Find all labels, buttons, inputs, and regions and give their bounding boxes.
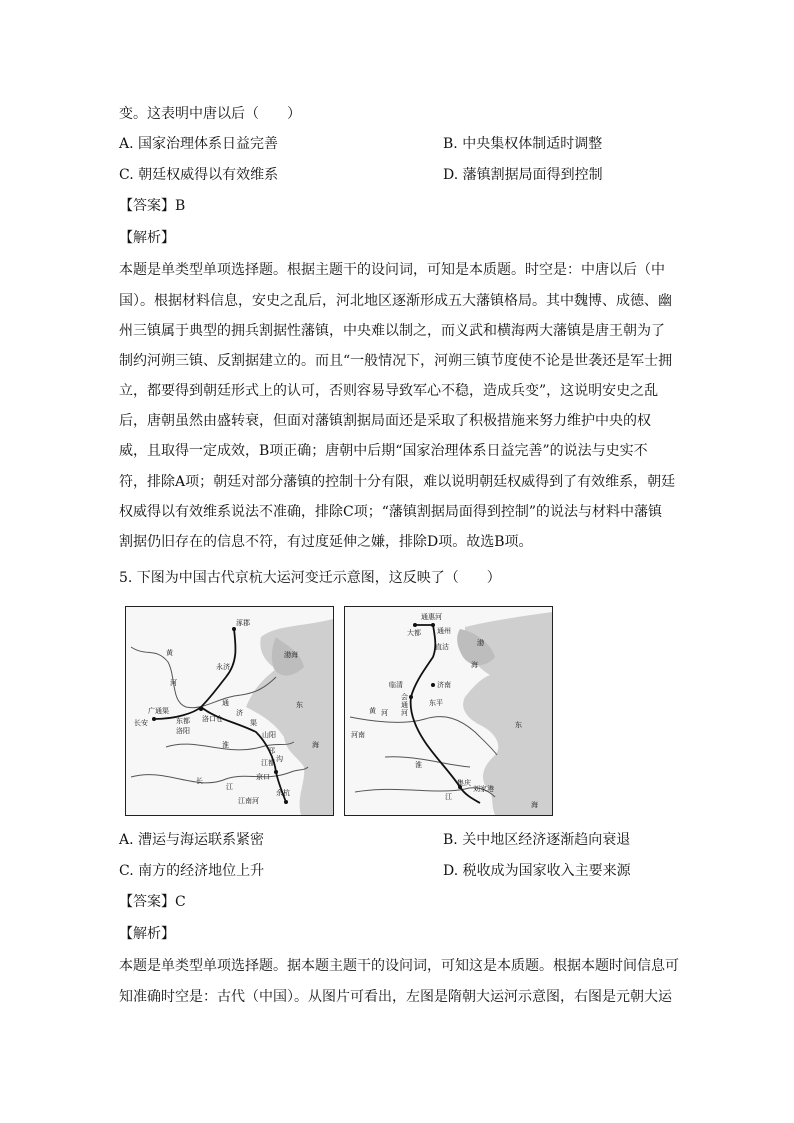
map-label: 江	[226, 783, 233, 791]
q5-analysis-line: 本题是单类型单项选择题。据本题主题干的设问词，可知这是本质题。根据本题时间信息可	[119, 958, 679, 974]
q4-analysis-line: 符，排除A项；朝廷对部分藩镇的控制十分有限，难以说明朝廷权威得到了有效维系，朝廷	[119, 474, 676, 490]
map-label: 江南	[238, 797, 252, 805]
option-letter: D.	[443, 863, 459, 879]
option-text: 南方的经济地位上升	[138, 863, 265, 879]
q4-analysis-line: 后，唐朝虽然由盛转衰，但面对藩镇割据局面还是采取了积极措施来努力维护中央的权	[119, 413, 651, 429]
option-text: 税收成为国家收入主要来源	[462, 863, 631, 879]
q5-option-b[interactable]	[443, 830, 630, 850]
map-label: 集庆	[457, 779, 471, 787]
option-text: 漕运与海运联系紧密	[138, 832, 265, 848]
q4-option-c[interactable]	[119, 165, 278, 185]
option-letter: A.	[119, 136, 134, 152]
map-label: 山阳	[262, 731, 276, 739]
q5-analysis-heading: 【解析】	[119, 926, 175, 942]
yellow-river	[350, 717, 497, 755]
map-label: 邗	[268, 747, 275, 755]
map-label: 济南	[437, 681, 451, 689]
q4-stem-tail: 变。这表明中唐以后（ ）	[119, 106, 301, 122]
map-label: 河	[401, 709, 408, 717]
map-label: 洛口仓	[202, 715, 223, 723]
map-label: 长安	[134, 719, 148, 727]
map-label: 东	[515, 721, 522, 729]
q5-option-d[interactable]	[443, 861, 631, 881]
map-label: 渠	[250, 719, 257, 727]
option-text: 朝廷权威得以有效维系	[138, 167, 279, 183]
map-label: 通州	[437, 627, 451, 635]
map-label: 渤海	[284, 651, 298, 659]
map-label: 江	[445, 793, 452, 801]
option-letter: A.	[119, 832, 134, 848]
map-label: 通	[401, 701, 408, 709]
q4-option-b[interactable]	[443, 134, 602, 154]
option-letter: B.	[443, 136, 458, 152]
q4-analysis-line: 国）。根据材料信息，安史之乱后，河北地区逐渐形成五大藩镇格局。其中魏博、成德、幽	[119, 293, 672, 309]
option-letter: C.	[119, 863, 134, 879]
option-letter: C.	[119, 167, 134, 183]
map-label: 海	[312, 741, 319, 749]
q4-answer: 【答案】B	[119, 198, 186, 214]
option-text: 中央集权体制适时调整	[462, 136, 603, 152]
map-label: 沟	[276, 755, 283, 763]
q5-option-c[interactable]	[119, 861, 264, 881]
map-label: 直沽	[435, 643, 449, 651]
option-text: 关中地区经济逐渐趋向衰退	[462, 832, 631, 848]
map-label: 通惠河	[421, 613, 442, 621]
q4-analysis-line: 立，都要得到朝廷形式上的认可，否则容易导致军心不稳，造成兵变”，这说明安史之乱	[119, 383, 659, 399]
map-label: 济	[236, 709, 243, 717]
map-label: 长	[196, 777, 203, 785]
option-text: 藩镇割据局面得到控制	[462, 167, 603, 183]
q4-analysis-line: 割据仍旧存在的信息不符，有过度延伸之嫌，排除D项。故选B项。	[119, 534, 533, 550]
map-label: 河	[381, 709, 388, 717]
yuan-canal-map	[344, 606, 553, 816]
q4-analysis-line: 威，且取得一定成效，B项正确；唐朝中后期“国家治理体系日益完善”的说法与史实不	[119, 443, 648, 459]
option-text: 国家治理体系日益完善	[138, 136, 279, 152]
q5-option-a[interactable]	[119, 830, 264, 850]
q5-answer: 【答案】C	[119, 894, 186, 910]
map-label: 洛阳	[176, 727, 190, 735]
map-label: 河南	[351, 731, 365, 739]
map-label: 东	[296, 701, 303, 709]
map-label: 海	[531, 801, 538, 809]
sui-canal-map	[125, 606, 334, 816]
yangtze-river	[131, 767, 308, 783]
map-label: 黄	[166, 649, 173, 657]
map-label: 广通渠	[148, 707, 169, 715]
map-label: 淮	[415, 761, 422, 769]
q5-stem: 5. 下图为中国古代京杭大运河变迁示意图，这反映了（ ）	[119, 570, 501, 586]
option-letter: B.	[443, 832, 458, 848]
map-label: 淮	[222, 741, 229, 749]
map-label: 黄	[369, 707, 376, 715]
q4-analysis-line: 州三镇属于典型的拥兵割据性藩镇，中央难以制之，而义武和横海两大藩镇是唐王朝为了	[119, 323, 665, 339]
map-label: 渤	[477, 639, 484, 647]
q4-option-a[interactable]	[119, 134, 278, 154]
map-label: 东都	[176, 717, 190, 725]
map-label: 海	[471, 661, 478, 669]
map-label: 大都	[407, 629, 421, 637]
map-label: 京口	[256, 773, 270, 781]
map-label: 河	[252, 797, 259, 805]
q4-analysis-line: 权威得以有效维系说法不准确，排除C项；“藩镇割据局面得到控制”的说法与材料中藩镇	[119, 504, 663, 520]
map-label: 临清	[389, 681, 403, 689]
map-label: 余杭	[276, 789, 290, 797]
map-label: 会	[401, 693, 408, 701]
map-label: 永济	[216, 663, 230, 671]
q4-option-d[interactable]	[443, 165, 603, 185]
huai-river	[385, 757, 470, 767]
map-label: 通	[222, 699, 229, 707]
q4-analysis-heading: 【解析】	[119, 230, 175, 246]
map-label: 刘家港	[473, 785, 494, 793]
q4-analysis-line: 本题是单类型单项选择题。根据主题干的设问词，可知是本质题。时空是：中唐以后（中	[119, 262, 665, 278]
map-label: 东平	[429, 699, 443, 707]
q4-analysis-line: 制约河朔三镇、反割据建立的。而且“一般情况下，河朔三镇节度使不论是世袭还是军士拥	[119, 353, 673, 369]
map-label: 河	[170, 679, 177, 687]
map-label: 江都	[261, 759, 275, 767]
q5-analysis-line: 知准确时空是：古代（中国）。从图片可看出，左图是隋朝大运河示意图，右图是元朝大运	[119, 989, 672, 1005]
map-label: 涿郡	[236, 619, 250, 627]
option-letter: D.	[443, 167, 459, 183]
